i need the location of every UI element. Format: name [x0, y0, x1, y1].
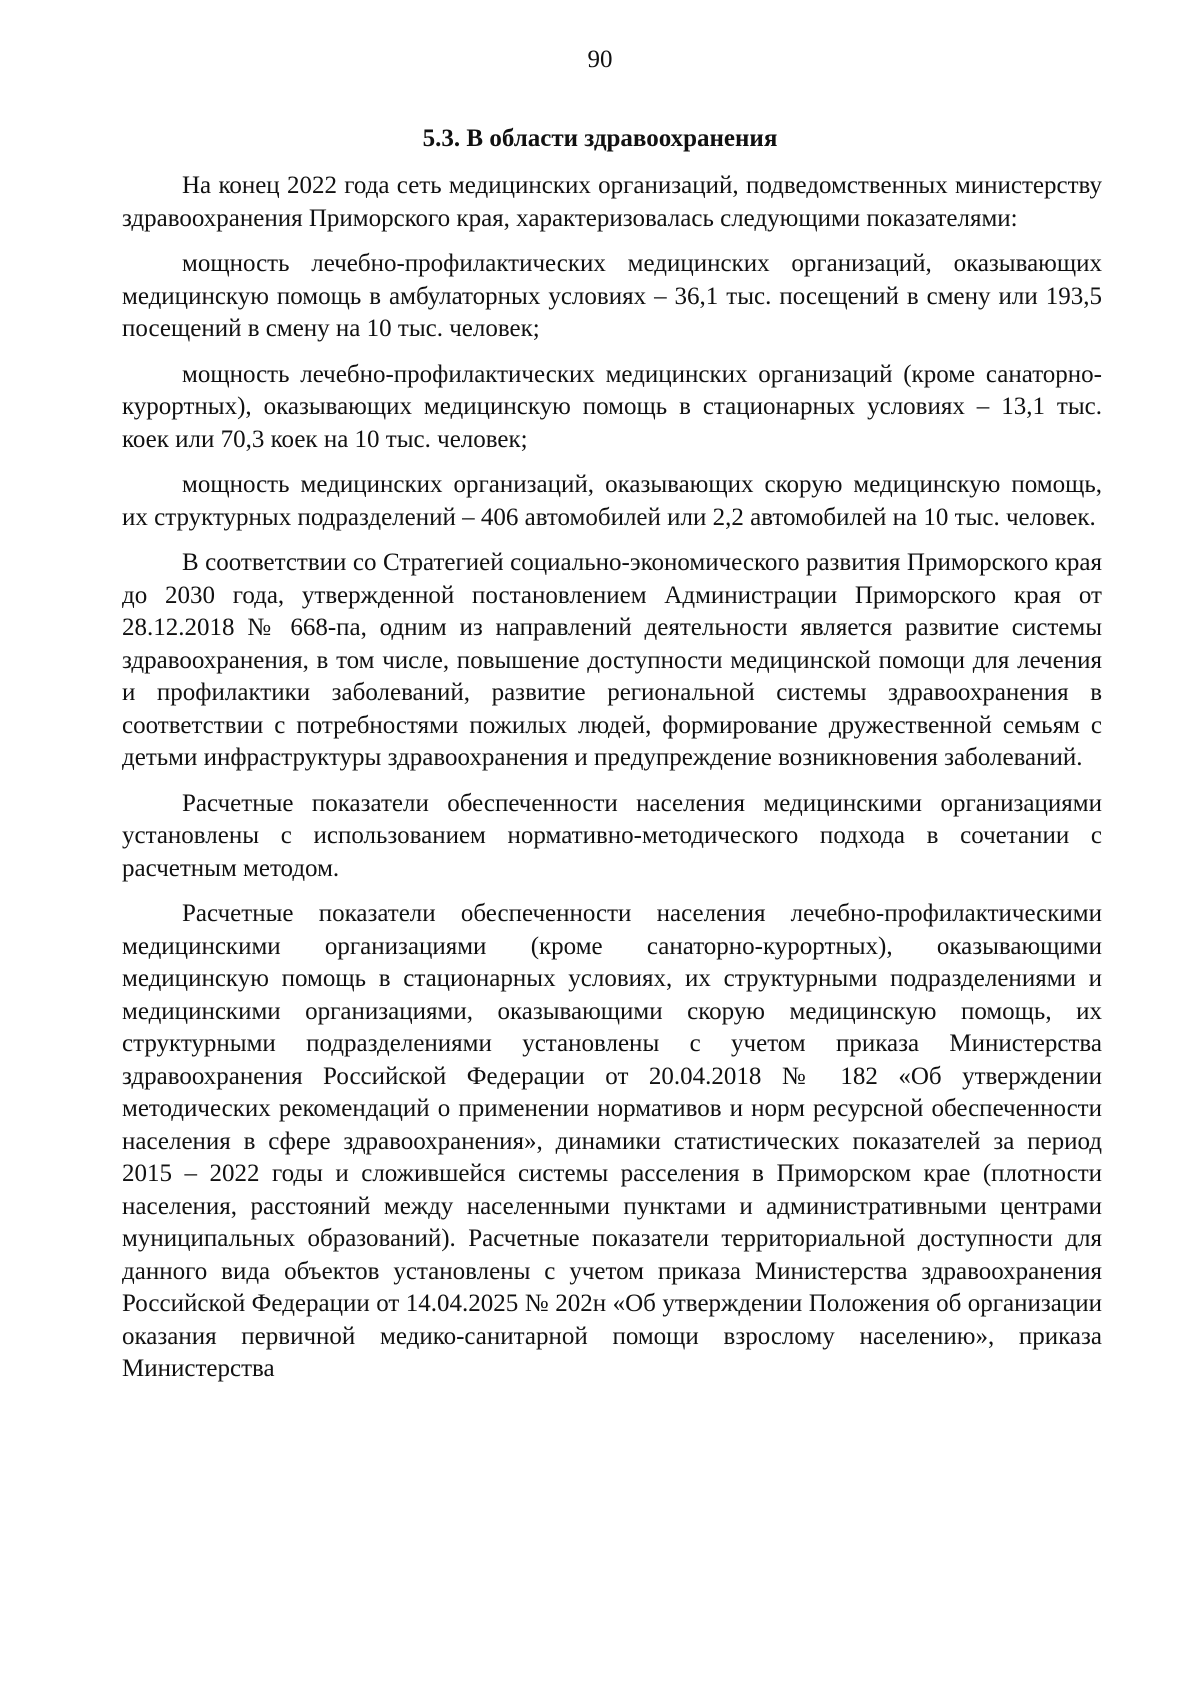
paragraph-ambulance-capacity: мощность медицинских организаций, оказывающих скорую медицинскую помощь, их структурных подразделений – 406 автомобилей или 2,2 автомобилей на 10 тыс. человек. — [122, 471, 1102, 531]
paragraph-calculation-method: Расчетные показатели обеспеченности населения медицинскими организациями установлены с использованием нормативно-методического подхода в сочетании с расчетным методом. — [122, 789, 1102, 882]
section-title: 5.3. В области здравоохранения — [422, 125, 778, 152]
paragraph-calculated-indicators: Расчетные показатели обеспеченности населения лечебно-профилактическими медицинскими организациями (кроме санаторно-курортных), оказывающими медицинскую помощь в стационарных условиях, их структурными подразделениями и медицинскими организациями, оказывающими скорую медицинскую помощь, их структурными подразделениями установлены с учетом приказа Министерства здравоохранения Российской Федерации от 20.04.2018 № 182 «Об утверждении методических рекомендаций о применении нормативов и норм ресурсной обеспеченности населения в сфере здравоохранения», динамики статистических показателей за период 2015 – 2022 годы и сложившейся системы расселения в Приморском крае (плотности населения, расстояний между населенными пунктами и административными центрами муниципальных образований). Расчетные показатели территориальной доступности для данного вида объектов установлены с учетом приказа Министерства здравоохранения Российской Федерации от 14.04.2025 № 202н «Об утверждении Положения об организации оказания первичной медико-санитарной помощи взрослому населению», приказа Министерства — [122, 900, 1102, 1382]
page-number: 90 — [587, 46, 613, 73]
body-text — [122, 170, 1102, 1386]
paragraph-ambulatory-capacity: мощность лечебно-профилактических медицинских организаций, оказывающих медицинскую помощь в амбулаторных условиях – 36,1 тыс. посещений в смену или 193,5 посещений в смену на 10 тыс. человек; — [122, 250, 1102, 342]
paragraph-strategy-2030: В соответствии со Стратегией социально-экономического развития Приморского края до 2030 года, утвержденной постановлением Администрации Приморского края от 28.12.2018 № 668-па, одним из направлений деятельности является развитие системы здравоохранения, в том числе, повышение доступности медицинской помощи для лечения и профилактики заболеваний, развитие региональной системы здравоохранения в соответствии с потребностями пожилых людей, формирование дружественной семьям с детьми инфраструктуры здравоохранения и предупреждение возникновения заболеваний. — [122, 549, 1102, 771]
paragraph-network-intro: На конец 2022 года сеть медицинских организаций, подведомственных министерству здравоохранения Приморского края, характеризовалась следующими показателями: — [122, 172, 1102, 232]
paragraph-inpatient-capacity: мощность лечебно-профилактических медицинских организаций (кроме санаторно-курортных), оказывающих медицинскую помощь в стационарных условиях – 13,1 тыс. коек или 70,3 коек на 10 тыс. человек; — [122, 360, 1102, 453]
